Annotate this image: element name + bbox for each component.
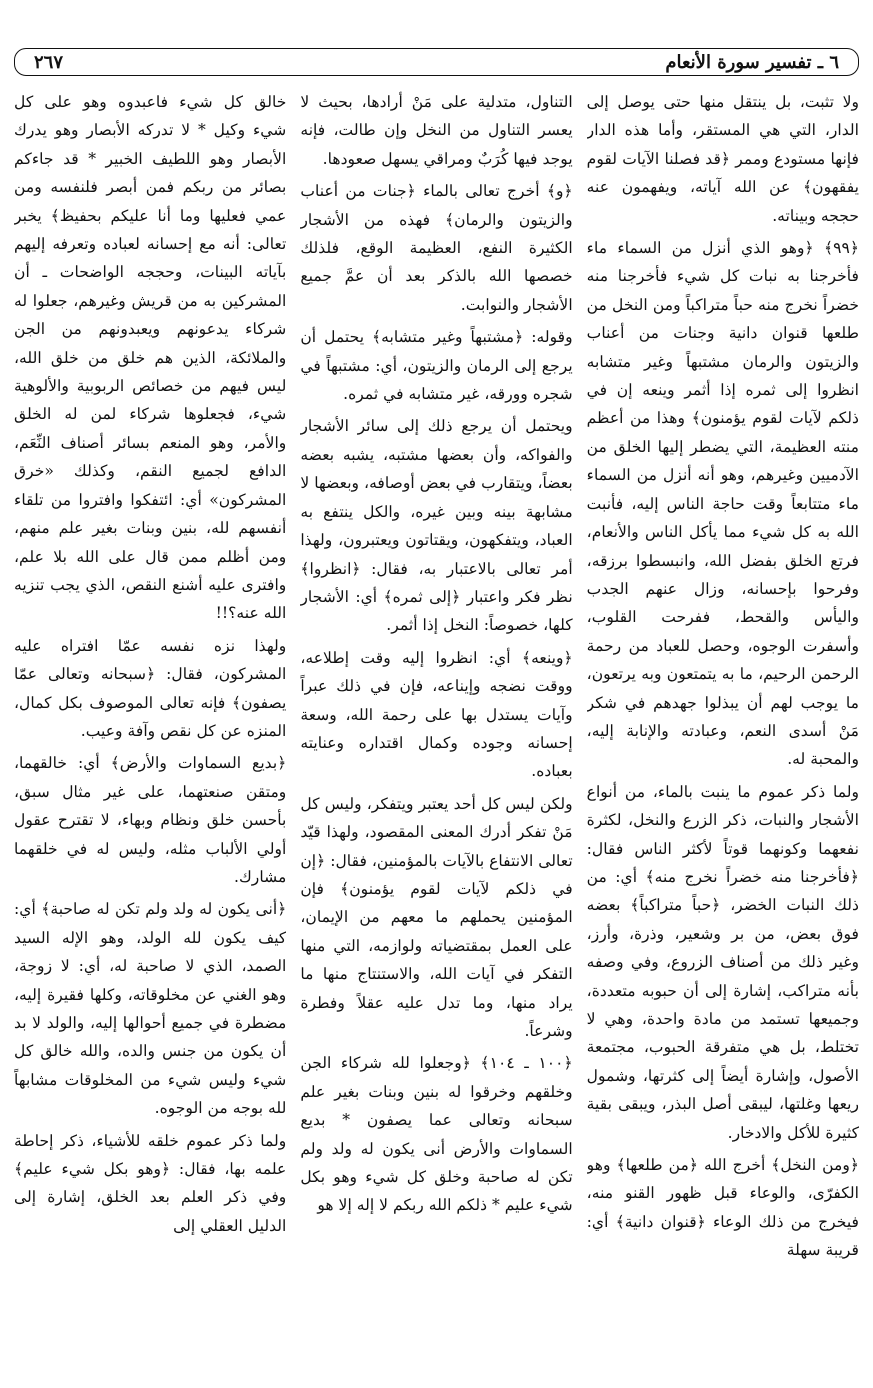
paragraph: خالق كل شيء فاعبدوه وهو على كل شيء وكيل * لا تدركه الأبصار وهو يدرك الأبصار وهو اللطيف الخبير * قد جاءكم بصائر من ربكم فمن أبصر فلنفسه ومن عمي فعليها وما أنا عليكم بحفيظ﴾ يخبر تعالى: أنه مع إحسانه لعباده وتعرفه إليهم بآياته البينات، وحججه الواضحات ـ أن المشركين به من قريش وغيرهم، جعلوا له شركاء يدعونهم ويعبدونهم من الجن والملائكة، الذين هم خلق من خلق الله، ليس فيهم من خصائص الربوبية والألوهية شيء، فجعلوها شركاء لمن له الخلق والأمر، وهو المنعم بسائر أصناف النِّعَم، الدافع لجميع النقم، وكذلك «خرق المشركون» أي: ائتفكوا وافتروا من تلقاء أنفسهم لله، بنين وبنات بغير علم منهم، ومن أظلم ممن قال على الله بلا علم، وافترى عليه أشنع النقص، الذي يجب تنزيه الله عنه؟!!	[14, 93, 287, 623]
running-title: ٦ ـ تفسير سورة الأنعام	[665, 52, 839, 73]
paragraph: ولهذا نزه نفسه عمّا افتراه عليه المشركون، فقال: ﴿سبحانه وتعالى عمّا يصفون﴾ فإنه تعالى الموصوف بكل كمال، المنزه عن كل نقص وآفة وعيب.	[14, 636, 287, 740]
paragraph: ﴿ومن النخل﴾ أخرج الله ﴿من طلعها﴾ وهو الكفرّى، والوعاء قبل ظهور القنو منه، فيخرج من ذلك الوعاء ﴿قنوان دانية﴾ أي: قريبة سهلة	[586, 1156, 859, 1260]
paragraph: ﴿١٠٠ ـ ١٠٤﴾ ﴿وجعلوا لله شركاء الجن وخلقهم وخرقوا له بنين وبنات بغير علم سبحانه وتعالى عما يصفون * بديع السماوات والأرض أنى يكون له ولد ولم تكن له صاحبة وخلق كل شيء وهو بكل شيء عليم * ذلكم الله ربكم لا إله إلا هو	[300, 1054, 573, 1215]
paragraph: ﴿وينعه﴾ أي: انظروا إليه وقت إطلاعه، ووقت نضجه وإيناعه، فإن في ذلك عبراً وآيات يستدل بها على رحمة الله، وسعة إحسانه وجوده وكمال اقتداره وعنايته بعباده.	[300, 648, 573, 781]
paragraph: ولكن ليس كل أحد يعتبر ويتفكر، وليس كل مَنْ تفكر أدرك المعنى المقصود، ولهذا قيّد تعالى الانتفاع بالآيات بالمؤمنين، فقال: ﴿إن في ذلكم لآيات لقوم يؤمنون﴾ فإن المؤمنين يحملهم ما معهم من الإيمان، على العمل بمقتضياته ولوازمه، التي منها التفكر في آيات الله، والاستنتاج منها ما يراد منها، وما تدل عليه عقلاً وفطرة وشرعاً.	[300, 794, 573, 1040]
paragraph: ولما ذكر عموم خلقه للأشياء، ذكر إحاطة علمه بها، فقال: ﴿وهو بكل شيء عليم﴾ وفي ذكر العلم بعد الخلق، إشارة إلى الدليل العقلي إلى	[14, 1131, 287, 1235]
text-column-middle	[300, 88, 572, 1380]
paragraph: ولما ذكر عموم ما ينبت بالماء، من أنواع الأشجار والنبات، ذكر الزرع والنخل، لكثرة نفعهما وكونهما قوتاً لأكثر الناس فقال: ﴿فأخرجنا منه خضراً نخرج منه﴾ أي: من ذلك النبات الخضر، ﴿حباً متراكباً﴾ بعضه فوق بعض، من بر وشعير، وذرة، وأرز، وغير ذلك من أصناف الزروع، وفي وصفه بأنه متراكب، إشارة إلى أن حبوبه متعددة، وجميعها تستمد من مادة واحدة، وهي لا تختلط، بل هي متفرقة الحبوب، مجتمعة الأصول، وإشارة أيضاً إلى كثرتها، وشمول ريعها وغلتها، ليبقى أصل البذر، ويبقى بقية كثيرة للأكل والادخار.	[586, 782, 859, 1142]
paragraph: التناول، متدلية على مَنْ أرادها، بحيث لا يعسر التناول من النخل وإن طالت، فإنه يوجد فيها كُرَبٌ ومراقي يسهل صعودها.	[300, 93, 573, 168]
paragraph: ﴿و﴾ أخرج تعالى بالماء ﴿جنات من أعناب والزيتون والرمان﴾ فهذه من الأشجار الكثيرة النفع، العظيمة الوقع، فلذلك خصصها الله بالذكر بعد أن عمَّ جميع الأشجار والنوابت.	[300, 182, 573, 314]
paragraph: ﴿أنى يكون له ولد ولم تكن له صاحبة﴾ أي: كيف يكون لله الولد، وهو الإله السيد الصمد، الذي لا صاحبة له، أي: لا زوجة، وهو الغني عن مخلوقاته، وكلها فقيرة إليه، مضطرة في جميع أحوالها إليه، والولد لا بد أن يكون من جنس والده، والله خالق كل شيء وليس شيء من المخلوقات مشابهاً لله بوجه من الوجوه.	[14, 900, 287, 1118]
paragraph: ولا تثبت، بل ينتقل منها حتى يوصل إلى الدار، التي هي المستقر، وأما هذه الدار فإنها مستودع وممر ﴿قد فصلنا الآيات لقوم يفقهون﴾ عن الله آياته، ويفهمون عنه حججه وبيناته.	[586, 93, 859, 225]
paragraph: ويحتمل أن يرجع ذلك إلى سائر الأشجار والفواكه، وأن بعضها مشتبه، يشبه بعضه بعضاً، ويتقارب في بعض أوصافه، وبعضها لا مشابهة بينه وبين غيره، والكل ينتفع به العباد، ويتفكهون، ويقتاتون ويعتبرون، ولهذا أمر تعالى بالاعتبار به، فقال: ﴿انظروا﴾ نظر فكر واعتبار ﴿إلى ثمره﴾ أي: الأشجار كلها، خصوصاً: النخل إذا أثمر.	[300, 417, 573, 635]
text-column-left	[14, 88, 286, 1380]
paragraph: ﴿بديع السماوات والأرض﴾ أي: خالقهما، ومتقن صنعتهما، على غير مثال سبق، بأحسن خلق ونظام وبهاء، لا تقترح عقول أولي الألباب مثله، وليس له في خلقهما مشارك.	[14, 754, 287, 886]
page-number: ٢٦٧	[34, 52, 64, 73]
text-columns	[14, 88, 859, 1380]
paragraph: وقوله: ﴿مشتبهاً وغير متشابه﴾ يحتمل أن يرجع إلى الرمان والزيتون، أي: مشتبهاً في شجره وورقه، غير متشابه في ثمره.	[300, 328, 573, 404]
paragraph: ﴿٩٩﴾ ﴿وهو الذي أنزل من السماء ماء فأخرجنا به نبات كل شيء فأخرجنا منه خضراً نخرج منه حباً متراكباً ومن النخل من طلعها قنوان دانية وجنات من أعناب والزيتون والرمان مشتبهاً وغير متشابه انظروا إلى ثمره إذا أثمر وينعه إن في ذلكم لآيات لقوم يؤمنون﴾ وهذا من أعظم منته العظيمة، التي يضطر إليها الخلق من الآدميين وغيرهم، وهو أنه أنزل من السماء ماء متتابعاً وقت حاجة الناس إليه، فأنبت الله به كل شيء مما يأكل الناس والأنعام، فرتع الخلق بفضل الله، وانبسطوا برزقه، وفرحوا بإحسانه، وزال عنهم الجدب واليأس والقحط، ففرحت القلوب، وأسفرت الوجوه، وحصل للعباد من رحمة الرحمن الرحيم، ما به يتمتعون وبه يرتعون، ما يوجب لهم أن يبذلوا جهدهم في شكر مَنْ أسدى النعم، وعبادته والإنابة إليه، والمحبة له.	[586, 239, 859, 769]
text-column-right	[587, 88, 859, 1380]
